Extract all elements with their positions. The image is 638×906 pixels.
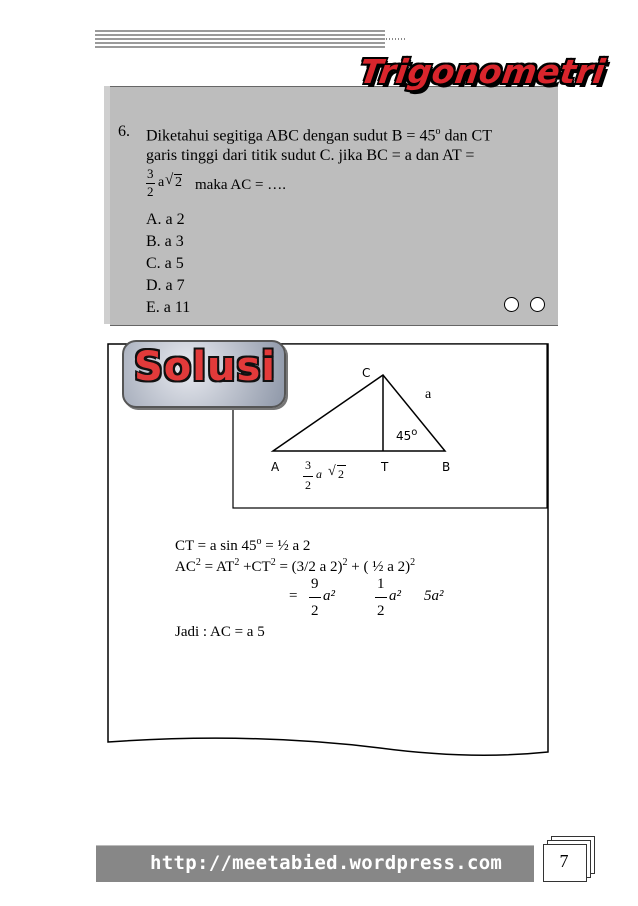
- solution-frac1-den: 2: [311, 603, 319, 619]
- at-fraction-numerator: 3: [305, 458, 311, 472]
- at-radicand: 2: [338, 467, 344, 481]
- solution-frac2-bar: [375, 597, 387, 598]
- angle-label: 45$^o$: [396, 427, 418, 443]
- sqrt-icon: √: [328, 464, 336, 479]
- at-variable: a: [316, 467, 322, 481]
- question-line-2: garis tinggi dari titik sudut C. jika BC = a dan AT =: [146, 147, 475, 164]
- option-a[interactable]: A. a 2: [146, 211, 185, 228]
- question-line-3-tail: maka AC = ….: [195, 177, 286, 193]
- option-c[interactable]: C. a 5: [146, 255, 184, 272]
- fraction-numerator: 3: [147, 166, 154, 181]
- option-e[interactable]: E. a 11: [146, 299, 191, 316]
- vertex-b-label: B: [442, 460, 451, 474]
- fraction-radicand: 2: [175, 175, 182, 190]
- solution-term2: a²: [389, 588, 401, 604]
- sqrt-bar: [337, 465, 346, 466]
- option-d[interactable]: D. a 7: [146, 277, 185, 294]
- page-number: 7: [559, 851, 569, 871]
- vertex-c-label: C: [362, 366, 371, 380]
- side-a-label: a: [425, 387, 432, 402]
- question-line-1: Diketahui segitiga ABC dengan sudut $B = 45^o$ dan CT: [146, 126, 492, 145]
- sqrt-icon: √: [165, 172, 174, 188]
- fraction-variable: a: [158, 175, 165, 190]
- at-fraction-denominator: 2: [305, 478, 311, 492]
- solution-result: 5a²: [424, 588, 444, 604]
- solution-frac1-bar: [309, 597, 321, 598]
- solution-line-2: $AC^2 = AT^2 +CT^2 = (3/2$ a 2)$^2$ + ( ½ a 2)$^2$: [175, 557, 416, 575]
- vertex-t-label: T: [381, 460, 389, 474]
- option-b[interactable]: B. a 3: [146, 233, 184, 250]
- solution-line-1: CT = a $\sin 45^o$ = ½ a 2: [175, 536, 311, 554]
- solution-frac1-num: 9: [311, 576, 319, 592]
- page-title: Trigonometri: [357, 52, 608, 91]
- vertex-a-label: A: [271, 460, 280, 474]
- solution-frac2-den: 2: [377, 603, 385, 619]
- footer-url-link[interactable]: http://meetabied.wordpress.com: [150, 852, 503, 874]
- fraction-denominator: 2: [147, 184, 154, 199]
- solusi-label: Solusi: [134, 344, 276, 390]
- solution-conclusion: Jadi : AC = a 5: [175, 624, 265, 640]
- question-number: 6.: [118, 123, 130, 140]
- solution-frac2-num: 1: [377, 576, 385, 592]
- at-fraction-bar: [303, 476, 313, 477]
- solution-term1: a²: [323, 588, 335, 604]
- solution-line-3-equals: =: [289, 588, 298, 604]
